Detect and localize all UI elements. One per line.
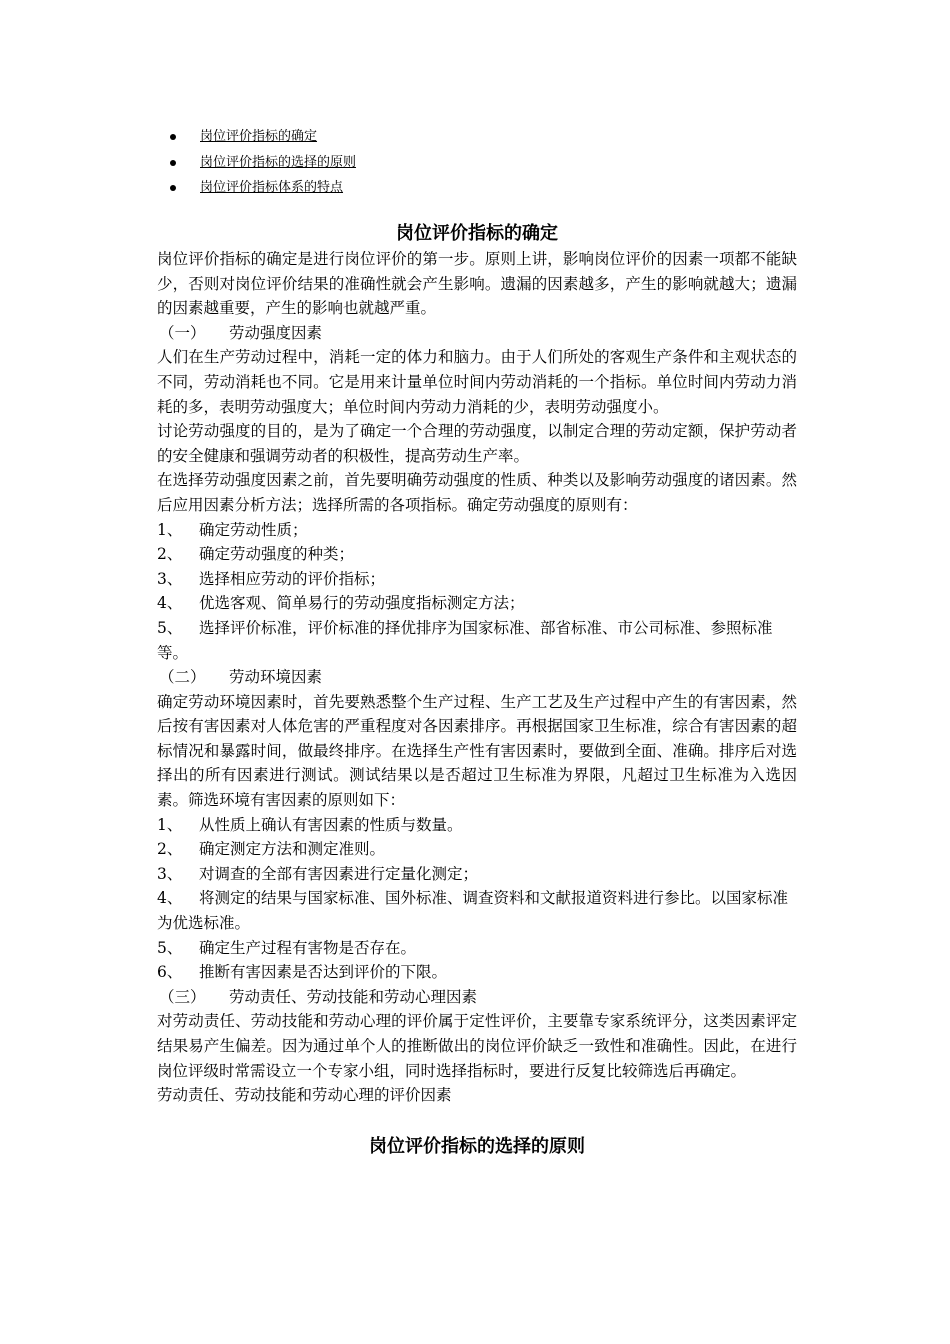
- bullet-icon: [170, 185, 176, 191]
- subsection-heading: [157, 321, 797, 346]
- bullet-icon: [170, 160, 176, 166]
- section-title: 岗位评价指标的选择的原则: [369, 1135, 585, 1157]
- list-text: 推断有害因素是否达到评价的下限。: [199, 963, 448, 982]
- toc-item: [170, 124, 356, 150]
- list-number: 3、: [157, 864, 183, 883]
- list-text: 选择相应劳动的评价指标；: [199, 569, 386, 588]
- toc-link-selection-principles[interactable]: 岗位评价指标的选择的原则: [200, 154, 357, 170]
- list-number: 5、: [157, 618, 183, 637]
- list-number: 5、: [157, 938, 183, 957]
- bullet-icon: [170, 134, 176, 140]
- paragraph: 劳动责任、劳动技能和劳动心理的评价因素: [157, 1086, 452, 1105]
- list-item: [157, 567, 797, 592]
- list-text: 确定劳动性质；: [199, 520, 308, 539]
- list-text: 对调查的全部有害因素进行定量化测定；: [199, 864, 479, 883]
- document-body: [157, 221, 797, 1160]
- list-number: 2、: [157, 545, 183, 564]
- paragraph: 对劳动责任、劳动技能和劳动心理的评价属于定性评价，主要靠专家系统评分，这类因素评定结果易产生偏差。因为通过单个人的推断做出的岗位评价缺乏一致性和准确性。因此，在进行岗位评级时常需设立一个专家小组，同时选择指标时，要进行反复比较筛选后再确定。: [157, 1012, 797, 1080]
- list-item: [157, 518, 797, 543]
- subsection-marker: （一）: [159, 323, 206, 342]
- list-text: 确定劳动强度的种类；: [199, 545, 355, 564]
- list-item: [157, 591, 797, 616]
- toc-item: [170, 150, 356, 176]
- subsection-marker: （三）: [159, 987, 206, 1006]
- toc-link-system-characteristics[interactable]: 岗位评价指标体系的特点: [200, 180, 344, 195]
- list-item: [157, 960, 797, 985]
- list-item: [157, 862, 797, 887]
- list-number: 1、: [157, 815, 183, 834]
- paragraph: 讨论劳动强度的目的，是为了确定一个合理的劳动强度，以制定合理的劳动定额，保护劳动者的安全健康和强调劳动者的积极性，提高劳动生产率。: [157, 422, 797, 465]
- subsection-title: 劳动强度因素: [229, 323, 323, 342]
- list-number: 4、: [157, 889, 183, 908]
- list-text: 确定生产过程有害物是否存在。: [199, 938, 417, 957]
- list-number: 6、: [157, 963, 183, 982]
- list-item: [157, 616, 797, 665]
- subsection-marker: （二）: [159, 668, 206, 687]
- list-item: [157, 813, 797, 838]
- paragraph: 人们在生产劳动过程中，消耗一定的体力和脑力。由于人们所处的客观生产条件和主观状态的不同，劳动消耗也不同。它是用来计量单位时间内劳动消耗的一个指标。单位时间内劳动力消耗的多，表明劳动强度大；单位时间内劳动力消耗的少，表明劳动强度小。: [157, 348, 797, 416]
- toc-item: [170, 175, 356, 201]
- list-number: 3、: [157, 569, 183, 588]
- list-text: 选择评价标准，评价标准的择优排序为国家标准、部省标准、市公司标准、参照标准等。: [157, 618, 773, 662]
- list-text: 从性质上确认有害因素的性质与数量。: [199, 815, 463, 834]
- list-number: 1、: [157, 520, 183, 539]
- list-item: [157, 936, 797, 961]
- list-text: 优选客观、简单易行的劳动强度指标测定方法；: [199, 594, 525, 613]
- list-number: 4、: [157, 594, 183, 613]
- list-text: 确定测定方法和测定准则。: [199, 840, 386, 859]
- list-item: [157, 542, 797, 567]
- subsection-title: 劳动责任、劳动技能和劳动心理因素: [229, 987, 478, 1006]
- list-item: [157, 886, 797, 935]
- list-text: 将测定的结果与国家标准、国外标准、调查资料和文献报道资料进行参比。以国家标准为优选标准。: [157, 889, 789, 933]
- list-number: 2、: [157, 840, 183, 859]
- subsection-heading: [157, 985, 797, 1010]
- paragraph: 在选择劳动强度因素之前，首先要明确劳动强度的性质、种类以及影响劳动强度的诸因素。然后应用因素分析方法；选择所需的各项指标。确定劳动强度的原则有：: [157, 471, 797, 514]
- toc-link-indicator-determination[interactable]: 岗位评价指标的确定: [200, 129, 318, 144]
- table-of-contents: [170, 124, 356, 201]
- subsection-heading: [157, 665, 797, 690]
- section-title: 岗位评价指标的确定: [396, 223, 558, 244]
- paragraph: 确定劳动环境因素时，首先要熟悉整个生产过程、生产工艺及生产过程中产生的有害因素，然后按有害因素对人体危害的严重程度对各因素排序。再根据国家卫生标准，综合有害因素的超标情况和暴露时间，做最终排序。在选择生产性有害因素时，要做到全面、准确。排序后对选择出的所有因素进行测试。测试结果以是否超过卫生标准为界限，凡超过卫生标准为入选因素。筛选环境有害因素的原则如下：: [157, 692, 797, 810]
- subsection-title: 劳动环境因素: [229, 668, 323, 687]
- intro-paragraph: 岗位评价指标的确定是进行岗位评价的第一步。原则上讲，影响岗位评价的因素一项都不能缺少，否则对岗位评价结果的准确性就会产生影响。遗漏的因素越多，产生的影响就越大；遗漏的因素越重要，产生的影响也就越严重。: [157, 250, 797, 318]
- list-item: [157, 837, 797, 862]
